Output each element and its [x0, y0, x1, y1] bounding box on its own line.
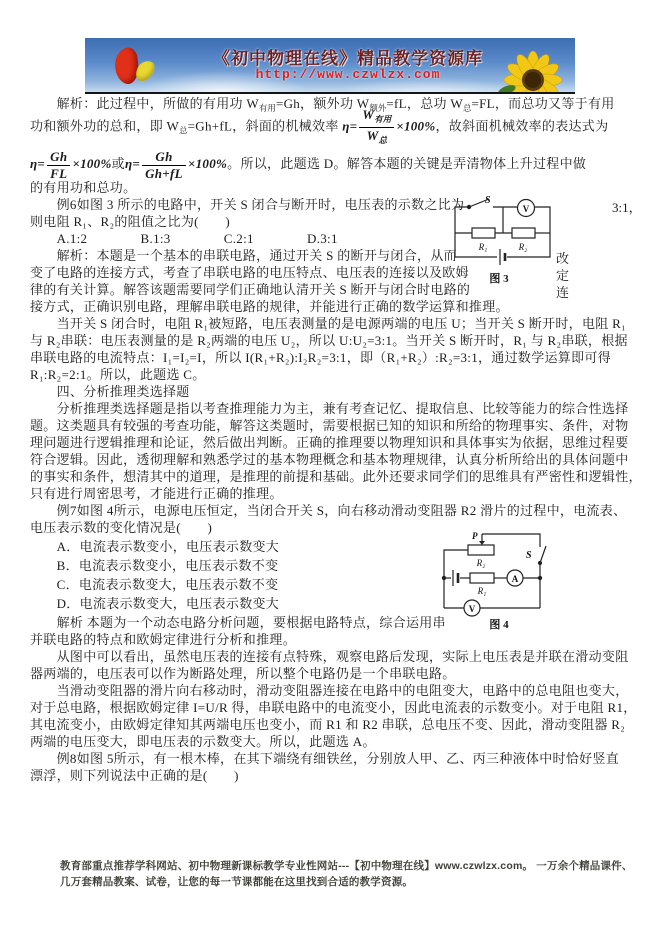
resistor-r1-icon — [472, 228, 495, 238]
text-line: 例7如图 4所示，电源电压恒定，当闭合开关 S，向右移动滑动变阻器 R2 滑片的过程中，电流表、 — [30, 503, 627, 518]
x100-percent: ×100% — [396, 118, 436, 134]
voltmeter-label: V — [468, 604, 476, 614]
resistor-r1-icon — [470, 573, 494, 583]
fraction-denominator: Gh+fL — [145, 165, 183, 181]
wire — [444, 550, 468, 608]
text-line: 其电流变小，由欧姆定律知其两端电压也变小，而 R1 和 R2 串联，总电压不变、因此，滑动变阻器 R₂ — [30, 717, 626, 732]
r2-label: R₂ — [476, 558, 486, 568]
fraction-numerator: Gh — [142, 150, 186, 166]
wrap-char: 改 — [556, 251, 570, 266]
banner-title: 《初中物理在线》精品教学资源库 — [213, 49, 483, 68]
footer-line-1: 教育部重点推荐学科网站、初中物理新课标教学专业性网站---【初中物理在线】www.czwlzx.com。 一万余个精品课件、 — [60, 860, 633, 872]
text-line: 题。这类题具有较强的考查功能，解答这类题时，需要根据已知的知识和所给的物理事实、条件，对物 — [30, 418, 629, 433]
text-line: 漂浮，则下列说法中正确的是( ) — [30, 768, 239, 783]
wrap-char: 连 — [556, 285, 570, 300]
ratio-text: 3:1， — [612, 200, 642, 215]
text-span: =fL，总功 W — [386, 96, 463, 111]
text-span: 功和额外功的总和，即 W — [30, 118, 180, 134]
text-line: 分析推理类选择题是指以考查推理能力为主，兼有考查记忆、提取信息、比较等能力的综合性选择 — [30, 401, 629, 416]
text-line: 解析：本题是一个基本的串联电路，通过开关 S 的断开与闭合，从而 — [30, 248, 457, 263]
subscript: 总 — [179, 125, 188, 136]
switch-lever-icon — [540, 546, 546, 563]
junction-dot — [538, 576, 541, 579]
fraction-denominator: FL — [50, 165, 68, 181]
wrap-char: 定 — [556, 268, 570, 283]
text-line: 接方式，正确识别电路，理解串联电路的规律，并能进行正确的数学运算和推理。 — [30, 299, 509, 314]
text-line: 解析 本题为一个动态电路分析问题，要根据电路特点，综合运用串 — [30, 615, 446, 630]
ammeter-label: A — [511, 574, 519, 584]
text-line: 的事实和条件，想清其中的道理，是推理的前提和基础。此外还要求同学们的思维具有严密性和逻辑性， — [30, 469, 642, 484]
banner-url: http://www.czwlzx.com — [255, 67, 441, 82]
subscript: 总 — [378, 135, 387, 145]
slider-label: P — [472, 531, 478, 541]
text-span: =Gh，额外功 W — [275, 96, 370, 111]
junction-dot — [442, 576, 445, 579]
fraction-denominator: W — [366, 128, 379, 143]
text-line: 当滑动变阻器的滑片向右移动时，滑动变阻器连接在电路中的电阻变大，电路中的总电阻也变大， — [30, 683, 629, 698]
fraction — [142, 150, 186, 181]
section-heading: 四、分析推理类选择题 — [30, 384, 190, 399]
text-line: 串联电路的电流特点：I₁=I₂=I，所以 I(R₁+R₂):I₂R₂=3:1，即（R₁+R₂）:R₂=3:1，通过数学运算即可得 — [30, 350, 612, 365]
fraction — [359, 108, 394, 147]
option-a-line: A．电流表示数变小，电压表示数变大 — [30, 539, 280, 554]
text-line: 律的有关计算。解答该题需要同学们正确地认清开关 S 断开与闭合时电路的 — [30, 282, 471, 297]
eta-symbol: η= — [30, 156, 46, 171]
switch-label: S — [485, 195, 491, 206]
text-line: 例8如图 5所示，有一根木棒，在其下端绕有细铁丝，分别放人甲、乙、丙三种液体中时恰好竖直 — [30, 751, 620, 766]
site-banner — [85, 38, 575, 94]
text-line: 只有进行周密思考，才能进行正确的推理。 — [30, 486, 283, 501]
switch-label: S — [526, 550, 532, 561]
text-span: 或 — [111, 156, 125, 171]
eta-symbol: η= — [342, 118, 358, 134]
rheostat-r2-icon — [468, 545, 494, 555]
formula-line-efficiency — [30, 108, 646, 148]
text-line: 并联电路的特点和欧姆定律进行分析和推理。 — [30, 632, 297, 647]
fraction-numerator: Gh — [47, 150, 70, 166]
r1-label: R₁ — [478, 242, 488, 252]
option-c-line: C．电流表示数变大，电压表示数不变 — [30, 577, 279, 592]
figure-3-circuit — [449, 195, 553, 287]
figure-4-circuit — [438, 528, 550, 632]
sunflower-icon — [487, 46, 575, 94]
text-line: 与 R₂串联：电压表测量的是 R₂两端的电压 U₂，所以 U:U₂=3:1。当开关 S 断开时，R₁ 与 R₂串联，根据 — [30, 333, 628, 348]
text-line: 当开关 S 闭合时，电阻 R₁被短路，电压表测量的是电源两端的电压 U；当开关 S 断开时，电阻 R₁ — [30, 316, 626, 331]
switch-contact — [467, 205, 470, 208]
fraction-numerator: W — [362, 107, 375, 122]
text-line: 两端的电压变大，即电压表的示数变大。所以，此题选 A。 — [30, 734, 376, 749]
formula-line-expressions — [30, 146, 646, 182]
option-d-line: D．电流表示数变大，电压表示数变大 — [30, 596, 280, 611]
text-line: R₁:R₂=2:1。所以，此题选 C。 — [30, 367, 206, 382]
text-line: 符合逻辑。因此，透彻理解和熟悉学过的基本物理概念和基本物理规律，认真分析所给出的具体问题中 — [30, 452, 629, 467]
text-line: 电压表示数的变化情况是( ) — [30, 520, 213, 535]
footer-line-2: 几万套精品教案、试卷，让您的每一节课都能在这里找到合适的教学资源。 — [60, 876, 414, 888]
text-span: =Gh+fL，斜面的机械效率 — [187, 118, 343, 134]
x100-percent: ×100% — [72, 156, 112, 171]
text-line: 的有用功和总功。 — [30, 180, 137, 195]
figure-3-caption: 图 3 — [489, 273, 509, 285]
subscript: 额外 — [369, 103, 387, 113]
subscript: 有用 — [258, 103, 276, 113]
text-line: 从图中可以看出，虽然电压表的连接有点特殊，观察电路后发现，实际上电压表是并联在滑动变阻 — [30, 649, 629, 664]
site-logo-icon — [109, 42, 161, 90]
text-span: ，故斜面机械效率的表达式为 — [435, 118, 609, 134]
voltmeter-label: V — [522, 204, 530, 214]
x100-percent: ×100% — [187, 156, 228, 171]
figure-4-caption: 图 4 — [489, 619, 509, 631]
text-line: 则电阻 R₁、R₂的阻值之比为( ) — [30, 214, 231, 229]
r2-label: R₂ — [518, 242, 528, 252]
option-b-line: B．电流表示数变小，电压表示数不变 — [30, 558, 279, 573]
subscript: 总 — [462, 103, 472, 113]
text-line: 对于总电路，根据欧姆定律 I=U/R 得，串联电路中的电流变小，因此电流表的示数变小。对于电阻 R1， — [30, 700, 637, 715]
text-span: =FL，而总功又等于有用 — [471, 96, 615, 111]
resistor-r2-icon — [512, 228, 535, 238]
text-span: 。所以，此题选 D。解答本题的关键是弄清物体上升过程中做 — [227, 156, 587, 171]
eta-symbol: η= — [124, 156, 141, 171]
fraction — [47, 150, 70, 181]
subscript: 有用 — [374, 114, 392, 124]
r1-label: R₁ — [477, 586, 487, 596]
text-line: 变了电路的连接方式，考查了串联电路的电压特点、电压表的连接以及欧姆 — [30, 265, 469, 280]
text-line: 例6如图 3 所示的电路中，开关 S 闭合与断开时，电压表的示数之比为 — [30, 197, 465, 212]
text-line: 理问题进行逻辑推理和论证，然后做出判断。正确的推理要以物理知识和具体事实为依据，思维过程要 — [30, 435, 629, 450]
text-line-options-ex6: A.1:2 B.1:3 C.2:1 D.3:1 — [30, 231, 338, 246]
text-span: 解析：此过程中，所做的有用功 W — [30, 96, 259, 111]
text-line: 器两端的，电压表可以作为断路处理，所以整个电路仍是一个串联电路。 — [30, 666, 456, 681]
